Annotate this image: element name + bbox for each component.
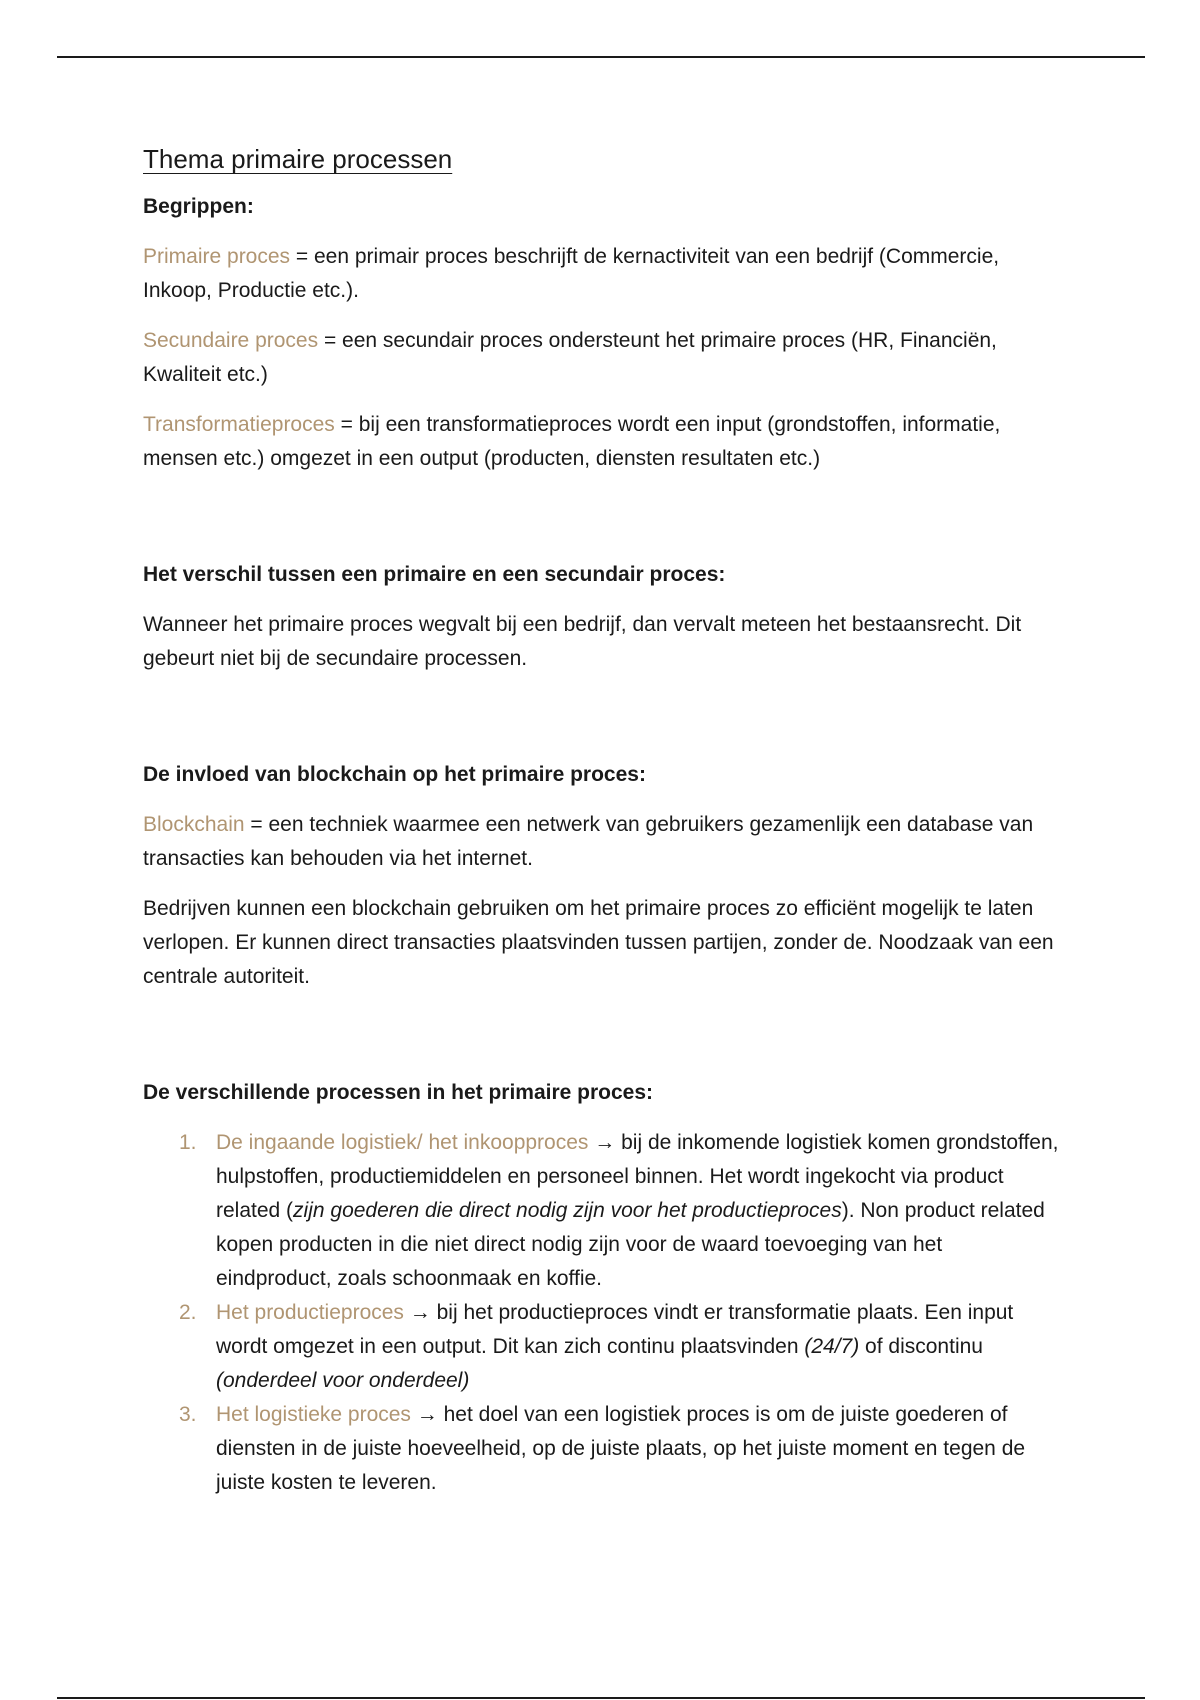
processen-list <box>143 1126 1063 1500</box>
list-number: 2. <box>179 1301 197 1324</box>
document-body <box>143 142 1063 1500</box>
equals-sign: = <box>290 245 314 268</box>
arrow-right-icon: → <box>403 1301 437 1324</box>
definition-text: een primair proces beschrijft de kernactiviteit van een bedrijf (Commercie, Inkoop, Productie etc.). <box>143 245 1000 302</box>
arrow-right-icon: → <box>588 1131 622 1154</box>
list-item <box>143 1398 1063 1500</box>
item-text: bij de inkomende logistiek komen grondstoffen, hulpstoffen, productiemiddelen en personeel binnen. Het wordt ingekocht via product related ( <box>216 1131 1059 1222</box>
begrippen-heading: Begrippen: <box>143 195 254 218</box>
term-primaire-proces: Primaire proces <box>143 245 291 268</box>
item-text: ). Non product related kopen producten in die niet direct nodig zijn voor de waard toevoeging van het eindproduct, zoals schoonmaak en koffie. <box>216 1199 1045 1290</box>
term-blockchain: Blockchain <box>143 813 245 836</box>
equals-sign: = <box>244 813 269 836</box>
page-title: Thema primaire processen <box>143 144 453 174</box>
term-inkoopproces: De ingaande logistiek/ het inkoopproces <box>216 1131 589 1154</box>
definition-text: een secundair proces ondersteunt het primaire proces (HR, Financiën, Kwaliteit etc.) <box>143 329 997 386</box>
list-item <box>143 1296 1063 1398</box>
blockchain-heading: De invloed van blockchain op het primaire proces: <box>143 763 646 786</box>
definition-text: bij een transformatieproces wordt een input (grondstoffen, informatie, mensen etc.) omgezet in een output (producten, diensten resultaten etc.) <box>143 413 1001 470</box>
item-italic-text: (24/7) <box>804 1335 860 1358</box>
definition-blockchain <box>143 808 1063 876</box>
term-secundaire-proces: Secundaire proces <box>143 329 319 352</box>
definition-text: een techniek waarmee een netwerk van gebruikers gezamenlijk een database van transacties kan behouden via het internet. <box>143 813 1034 870</box>
processen-heading: De verschillende processen in het primaire proces: <box>143 1081 654 1104</box>
term-productieproces: Het productieproces <box>216 1301 404 1324</box>
definition-primaire-proces <box>143 240 1063 308</box>
item-text: bij het productieproces vindt er transformatie plaats. Een input wordt omgezet in een output. Dit kan zich continu plaatsvinden <box>216 1301 1014 1358</box>
verschil-heading: Het verschil tussen een primaire en een secundair proces: <box>143 563 726 586</box>
definition-secundaire-proces <box>143 324 1063 392</box>
list-number: 1. <box>179 1131 197 1154</box>
item-italic-text: zijn goederen die direct nodig zijn voor het productieproces <box>293 1199 842 1222</box>
verschil-text: Wanneer het primaire proces wegvalt bij een bedrijf, dan vervalt meteen het bestaansrecht. Dit gebeurt niet bij de secundaire processen. <box>143 613 1022 670</box>
list-number: 3. <box>179 1403 197 1426</box>
item-text: of discontinu <box>859 1335 983 1358</box>
header-rule <box>57 56 1145 58</box>
arrow-right-icon: → <box>410 1403 444 1426</box>
list-item <box>143 1126 1063 1296</box>
equals-sign: = <box>334 413 359 436</box>
equals-sign: = <box>318 329 343 352</box>
term-logistieke-proces: Het logistieke proces <box>216 1403 411 1426</box>
definition-transformatieproces <box>143 408 1063 476</box>
blockchain-text: Bedrijven kunnen een blockchain gebruiken om het primaire proces zo efficiënt mogelijk te laten verlopen. Er kunnen direct transacties plaatsvinden tussen partijen, zonder de. Noodzaak van een centrale autoriteit. <box>143 897 1054 988</box>
footer-rule <box>57 1697 1145 1699</box>
term-transformatieproces: Transformatieproces <box>143 413 335 436</box>
item-text: het doel van een logistiek proces is om de juiste goederen of diensten in de juiste hoeveelheid, op de juiste plaats, op het juiste moment en tegen de juiste kosten te leveren. <box>216 1403 1026 1494</box>
item-italic-text: (onderdeel voor onderdeel) <box>216 1369 470 1392</box>
